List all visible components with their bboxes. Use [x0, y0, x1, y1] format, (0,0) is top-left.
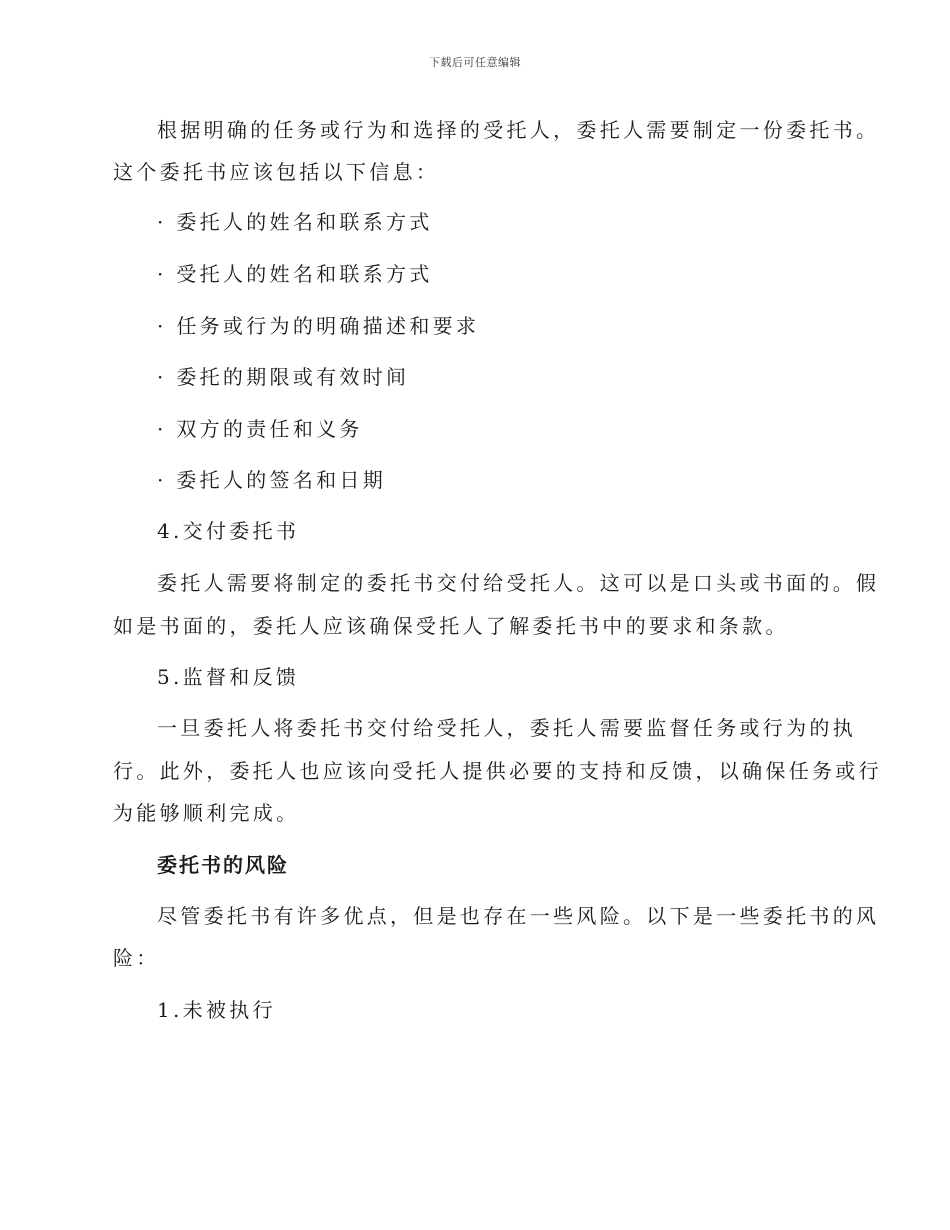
paragraph-1-line-1: 根据明确的任务或行为和选择的受托人，委托人需要制定一份委托书。 [157, 118, 880, 142]
section-heading-risks: 委托书的风险 [157, 853, 289, 877]
paragraph-3-line-2: 行。此外，委托人也应该向受托人提供必要的支持和反馈，以确保任务或行 [113, 759, 882, 783]
bullet-item: · 任务或行为的明确描述和要求 [157, 314, 480, 338]
page-header: 下载后可任意编辑 [429, 56, 521, 69]
paragraph-4-line-1: 尽管委托书有许多优点，但是也存在一些风险。以下是一些委托书的风 [157, 904, 880, 928]
bullet-item: · 委托人的签名和日期 [157, 468, 387, 492]
bullet-item: · 委托的期限或有效时间 [157, 365, 410, 389]
bullet-item: · 受托人的姓名和联系方式 [157, 262, 433, 286]
paragraph-3-line-1: 一旦委托人将委托书交付给受托人，委托人需要监督任务或行为的执 [157, 716, 856, 740]
paragraph-1-line-2: 这个委托书应该包括以下信息： [113, 160, 440, 184]
bullet-item: · 双方的责任和义务 [157, 417, 363, 441]
paragraph-2-line-2: 如是书面的，委托人应该确保受托人了解委托书中的要求和条款。 [113, 614, 789, 638]
bullet-item: · 委托人的姓名和联系方式 [157, 210, 433, 234]
paragraph-2-line-1: 委托人需要将制定的委托书交付给受托人。这可以是口头或书面的。假 [157, 571, 880, 595]
risk-1-title: 1.未被执行 [157, 998, 276, 1022]
step-4-title: 4.交付委托书 [157, 519, 300, 543]
step-5-title: 5.监督和反馈 [157, 665, 300, 689]
paragraph-3-line-3: 为能够顺利完成。 [113, 801, 300, 825]
paragraph-4-line-2: 险： [113, 946, 160, 970]
